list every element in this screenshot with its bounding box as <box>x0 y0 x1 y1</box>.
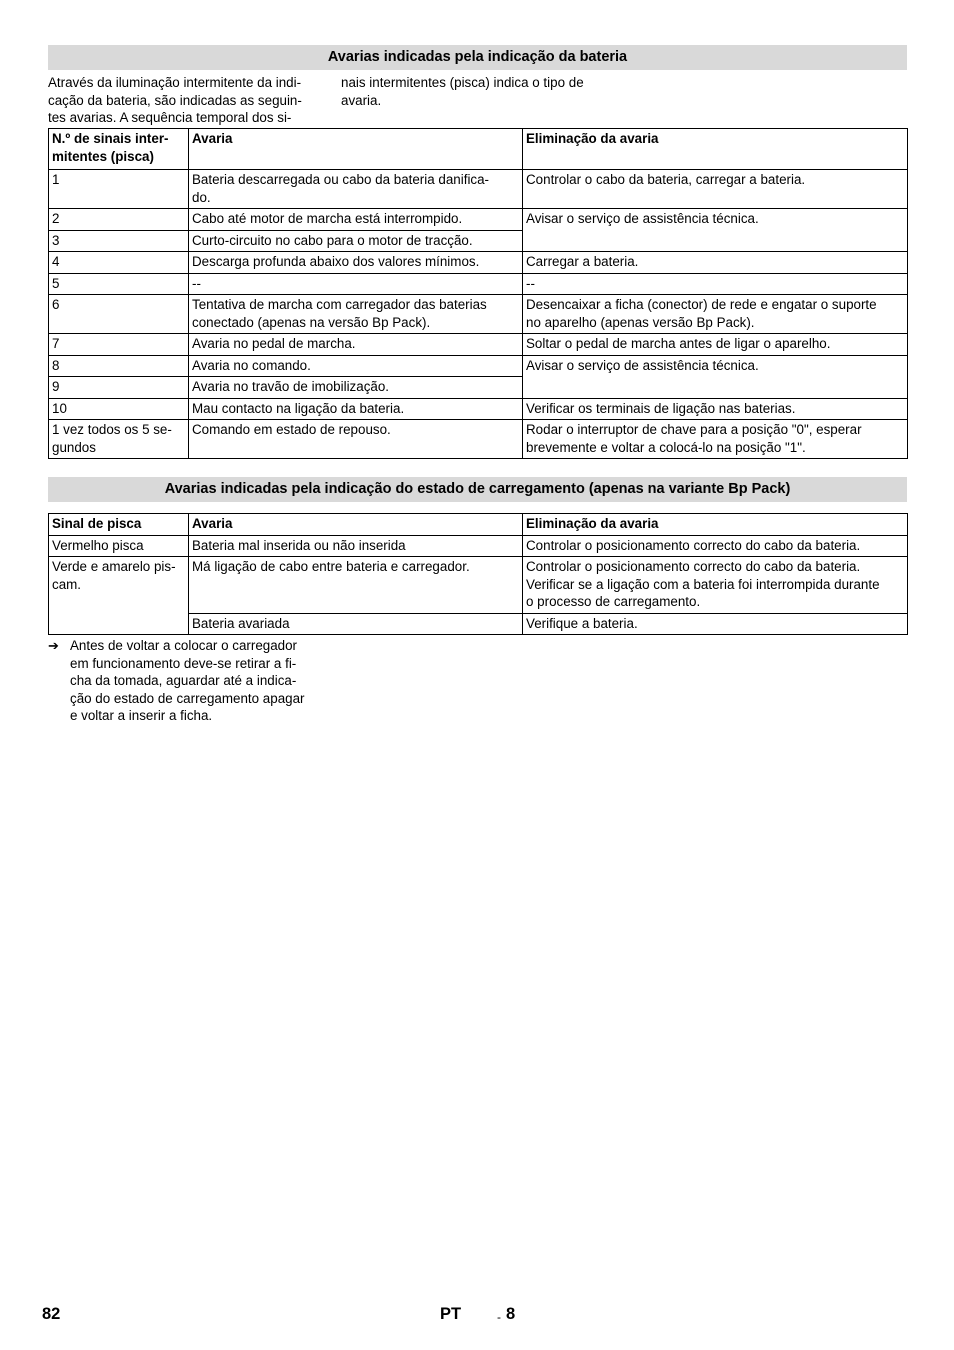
cell-remedy: Controlar o posicionamento correcto do cabo da bateria. Verificar se a ligação com a bateria foi interrompida durante o processo de carregamento. <box>523 557 908 614</box>
cell-fault: Avaria no travão de imobilização. <box>189 377 523 399</box>
table-row <box>49 334 908 356</box>
charge-indicator-faults-table <box>48 513 908 635</box>
header-fault: Avaria <box>189 129 523 170</box>
cell-fault: Curto-circuito no cabo para o motor de tracção. <box>189 230 523 252</box>
cell-flash-count: 6 <box>49 295 189 334</box>
language-code: PT <box>440 1305 462 1323</box>
table-row <box>49 398 908 420</box>
cell-remedy: Controlar o posicionamento correcto do cabo da bateria. <box>523 535 908 557</box>
cell-remedy: Carregar a bateria. <box>523 252 908 274</box>
note-line: ção do estado de carregamento apagar <box>70 690 305 706</box>
note-text <box>70 637 328 725</box>
section-heading-charge-indicator-faults: Avarias indicadas pela indicação do estado de carregamento (apenas na variante Bp Pack) <box>48 477 907 502</box>
cell-fault: Comando em estado de repouso. <box>189 420 523 459</box>
cell-fault: Cabo até motor de marcha está interrompido. <box>189 209 523 231</box>
header-remedy: Eliminação da avaria <box>523 129 908 170</box>
table-header-row <box>49 129 908 170</box>
cell-fault: -- <box>189 273 523 295</box>
cell-fault: Bateria mal inserida ou não inserida <box>189 535 523 557</box>
intro-line: avaria. <box>341 92 382 108</box>
cell-flash-count: 10 <box>49 398 189 420</box>
note-line: em funcionamento deve-se retirar a fi- <box>70 655 297 671</box>
table-row <box>49 420 908 459</box>
cell-remedy: Rodar o interruptor de chave para a posição "0", esperar brevemente e voltar a colocá-lo na posição "1". <box>523 420 908 459</box>
note-line: Antes de voltar a colocar o carregador <box>70 638 298 653</box>
cell-flash-signal: Verde e amarelo pis- cam. <box>49 557 189 635</box>
cell-fault: Má ligação de cabo entre bateria e carregador. <box>189 557 523 614</box>
table-row <box>49 557 908 614</box>
table-row <box>49 355 908 377</box>
cell-remedy: Avisar o serviço de assistência técnica. <box>523 355 908 398</box>
cell-flash-count: 5 <box>49 273 189 295</box>
intro-line: cação da bateria, são indicadas as seguin- <box>48 92 302 108</box>
cell-remedy: Avisar o serviço de assistência técnica. <box>523 209 908 252</box>
table-row <box>49 273 908 295</box>
cell-flash-count: 4 <box>49 252 189 274</box>
cell-fault: Bateria avariada <box>189 613 523 635</box>
cell-fault: Mau contacto na ligação da bateria. <box>189 398 523 420</box>
cell-remedy: Desencaixar a ficha (conector) de rede e engatar o suporte no aparelho (apenas versão Bp Pack). <box>523 295 908 334</box>
sub-page-number: 8 <box>506 1305 516 1323</box>
intro-line: tes avarias. A sequência temporal dos si- <box>48 110 292 125</box>
header-flash-count: N.º de sinais inter- mitentes (pisca) <box>49 129 189 170</box>
intro-line: nais intermitentes (pisca) indica o tipo de <box>341 75 584 90</box>
cell-flash-count: 7 <box>49 334 189 356</box>
header-remedy: Eliminação da avaria <box>523 514 908 536</box>
note-line: e voltar a inserir a ficha. <box>70 708 213 723</box>
cell-fault: Avaria no comando. <box>189 355 523 377</box>
cell-fault: Descarga profunda abaixo dos valores mínimos. <box>189 252 523 274</box>
cell-remedy: Controlar o cabo da bateria, carregar a bateria. <box>523 170 908 209</box>
footer-dash: - <box>497 1310 501 1324</box>
table-row <box>49 252 908 274</box>
cell-remedy: Verifique a bateria. <box>523 613 908 635</box>
header-fault: Avaria <box>189 514 523 536</box>
intro-column-2 <box>341 74 584 109</box>
table-header-row <box>49 514 908 536</box>
cell-flash-count: 9 <box>49 377 189 399</box>
instruction-note <box>48 637 328 725</box>
table-row <box>49 295 908 334</box>
table-row <box>49 535 908 557</box>
cell-remedy: -- <box>523 273 908 295</box>
cell-flash-count: 1 <box>49 170 189 209</box>
section-heading-battery-faults: Avarias indicadas pela indicação da bateria <box>48 45 907 70</box>
cell-remedy: Verificar os terminais de ligação nas baterias. <box>523 398 908 420</box>
cell-flash-count: 1 vez todos os 5 se- gundos <box>49 420 189 459</box>
note-line: cha da tomada, aguardar até a indica- <box>70 673 297 688</box>
cell-fault: Avaria no pedal de marcha. <box>189 334 523 356</box>
page-number: 82 <box>42 1305 61 1323</box>
table-row <box>49 209 908 231</box>
intro-line: Através da iluminação intermitente da indi- <box>48 75 302 90</box>
battery-faults-table <box>48 128 908 459</box>
cell-fault: Bateria descarregada ou cabo da bateria danifica- do. <box>189 170 523 209</box>
arrow-right-icon: ➔ <box>48 638 59 653</box>
cell-flash-count: 3 <box>49 230 189 252</box>
header-flash-signal: Sinal de pisca <box>49 514 189 536</box>
cell-flash-count: 8 <box>49 355 189 377</box>
cell-fault: Tentativa de marcha com carregador das baterias conectado (apenas na versão Bp Pack). <box>189 295 523 334</box>
cell-remedy: Soltar o pedal de marcha antes de ligar o aparelho. <box>523 334 908 356</box>
table-row <box>49 170 908 209</box>
cell-flash-signal: Vermelho pisca <box>49 535 189 557</box>
intro-column-1 <box>48 74 302 127</box>
cell-flash-count: 2 <box>49 209 189 231</box>
